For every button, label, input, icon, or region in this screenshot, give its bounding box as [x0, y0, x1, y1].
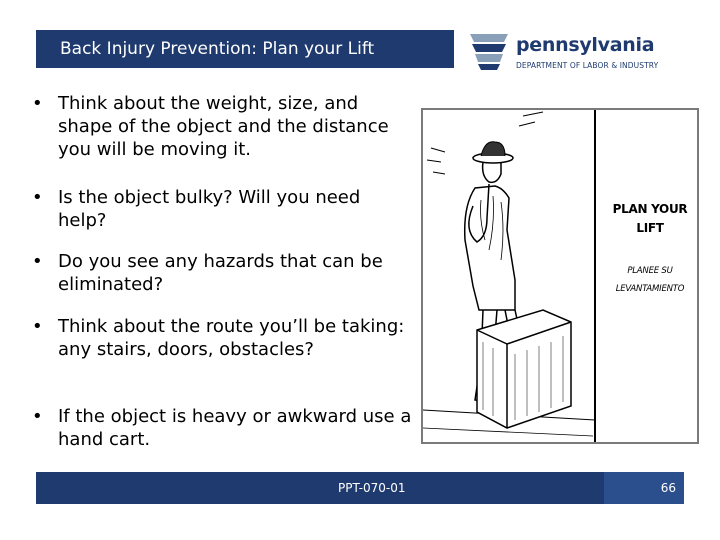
sign-spanish-line: LEVANTAMIENTO	[615, 284, 685, 294]
bullet-item: • Think about the route you’ll be taking: any stairs, doors, obstacles?	[32, 315, 412, 361]
bullet-item: • Do you see any hazards that can be eliminated?	[32, 250, 412, 296]
page-number: 66	[604, 472, 684, 504]
bullet-item: • Is the object bulky? Will you need help?	[32, 186, 412, 232]
sign-spanish	[610, 262, 690, 298]
slide-title-text: Back Injury Prevention: Plan your Lift	[60, 39, 375, 59]
bullet-item: • Think about the weight, size, and shape of the object and the distance you will be moving it.	[32, 92, 412, 161]
plan-your-lift-illustration	[421, 108, 699, 444]
footer-bar	[36, 472, 684, 504]
pennsylvania-logo	[466, 28, 696, 74]
document-code: PPT-070-01	[338, 481, 406, 495]
sign-spanish-line: PLANEE SU	[627, 266, 673, 276]
slide-title	[36, 30, 454, 68]
sign-english-line: PLAN YOUR	[612, 202, 688, 216]
logo-department: DEPARTMENT OF LABOR & INDUSTRY	[516, 61, 659, 70]
sign-english	[610, 200, 690, 238]
logo-wordmark: pennsylvania	[516, 34, 655, 56]
bullet-item: • If the object is heavy or awkward use a hand cart.	[32, 405, 412, 451]
sign-english-line: LIFT	[636, 221, 664, 235]
keystone-icon	[466, 28, 512, 72]
